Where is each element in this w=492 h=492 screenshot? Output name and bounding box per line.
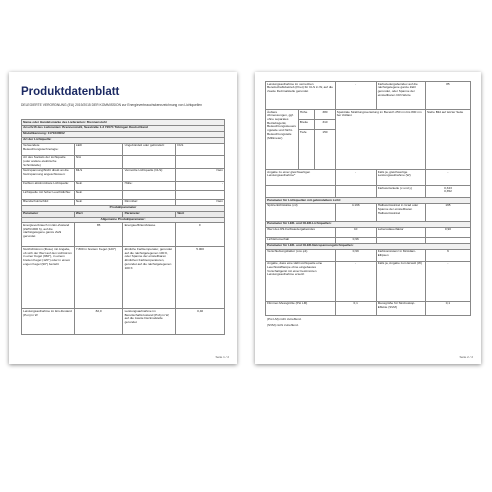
nondir-value: DLS: [176, 143, 225, 155]
outer-dimensions-label: Äußere Abmessungen, ggf. ohne separates Betriebsgerät, Beleuchtungssteuerungsteile und Nicht-Beleuchtungsteile (Millimeter): [266, 110, 299, 170]
claim2-value: -: [425, 261, 470, 301]
dimmable-label: Dimmbar:: [123, 199, 176, 205]
height-value: 380: [315, 110, 336, 120]
width-value: 310: [315, 120, 336, 130]
disp-label: Verschiebungsfaktor (cos φ1): [266, 249, 336, 261]
lifetime-label: Lebensdauerfaktor: [376, 227, 425, 237]
svm-label: Messgröße für Stroboskop-Effekte (SVM): [376, 301, 425, 315]
maint-label: Lichtstromerhalt: [266, 237, 336, 243]
power-label: Leistungsaufnahme im Ein-Zustand (Pon) in W: [22, 309, 75, 335]
footnote-svm: (SVM) nicht zutreffend.: [267, 323, 299, 327]
tech-label: Verwendete Beleuchtungstechnologie:: [22, 143, 75, 155]
footnote-pst: (Pst LM) nicht zutreffend.: [267, 317, 302, 321]
dls-params-heading: Parameter für Lichtquellen mit gebündeltem Licht:: [266, 198, 471, 204]
peak-value: 4.196: [335, 203, 376, 221]
class-value: F: [176, 223, 225, 247]
svm-value: 0,1: [425, 301, 470, 315]
pst-value: 0,1: [335, 301, 376, 315]
chroma-label: Farbwertanteile (x und y): [376, 186, 425, 198]
colour-label: Farbton abstimmbare Lichtquelle:: [22, 181, 75, 190]
maint-value: 0,96: [335, 237, 376, 243]
page-number: Seite 2 / 2: [459, 355, 473, 359]
cct-value: 5.000: [176, 247, 225, 309]
page-title: Produktdatenblatt: [21, 86, 120, 98]
param-header-2: Parameter: [123, 211, 176, 217]
equiv2-label: Falls ja, gleichwertige Leistungsaufnahme (W): [376, 170, 425, 186]
cri-label: Farbwiedergabeindex auf die nächstgelegene ganze Zahl gerundet, oder Spanne der einstellbaren CRI-Werte: [376, 82, 425, 110]
supplier-name: Name oder Handelsmarke des Lieferanten: Brennenstuhl: [22, 120, 225, 126]
standby-value: 0,40: [176, 309, 225, 335]
consist-value: 6: [425, 249, 470, 261]
energy-value: 85: [74, 223, 123, 247]
equiv2-value: -: [425, 170, 470, 186]
lifetime-value: 0,90: [425, 227, 470, 237]
depth-value: 150: [315, 130, 336, 170]
r9-label: Wert des R9-Farbwiedergabeindex: [266, 227, 336, 237]
datasheet-page-1: [9, 72, 237, 364]
cap-value: N/A: [74, 155, 123, 168]
equiv-label: Angabe zu einer gleichwertigen Leistungsaufnahme*: [266, 170, 336, 186]
light-source-type: Art der Lichtquelle:: [22, 137, 225, 143]
peak-label: Spitzenlichtstärke (cd): [266, 203, 336, 221]
mains-label: Netzspannung/Nicht direkt an die Netzspannung angeschlossen:: [22, 168, 75, 181]
colour-value: Nein: [74, 181, 123, 190]
value-header-2: Wert: [176, 211, 225, 217]
chroma-y: 0,352: [444, 189, 452, 194]
value-header: Wert: [74, 211, 123, 217]
beam-label: Halbwertswinkel in Grad oder Spanne der einstellbaren Halbwertswinkel: [376, 203, 425, 221]
datasheet-table-page-1: [21, 119, 225, 335]
page-number: Seite 1 / 2: [215, 355, 229, 359]
regulation-text: DELEGIERTE VERORDNUNG (EU) 2019/2015 DER KOMMISSION zur Energieverbrauchskennzeichnung von Lichtquellen: [21, 103, 202, 107]
beam-value: 165: [425, 203, 470, 221]
mains-value: MLS: [74, 168, 123, 181]
claim-label: Angabe, dass eine LED-Lichtquelle eine Leuchtstofflampe ohne eingebautes Vorschaltgerät mit einer bestimmten Leistungsaufnahme ersetzt: [266, 261, 336, 301]
supplier-address: Anschrift des Lieferanten: Brennenstuhl, Seestraße 1-3 72074 Tübingen Deutschland: [22, 125, 225, 131]
envelope-value: -: [176, 181, 225, 190]
r9-value: 10: [335, 227, 376, 237]
datasheet-page-2: [255, 72, 481, 364]
height-label: Höhe: [298, 110, 314, 120]
nondir-label: Ungebündelt oder gebündelt:: [123, 143, 176, 155]
cap-label: Art des Sockels der Lichtquelle (oder andere elektrische Schnittstelle): [22, 155, 75, 168]
networked-value: -: [335, 82, 376, 110]
claim2-label: Falls ja, Angabe zum Ersatz (W): [376, 261, 425, 301]
class-label: Energieeffizienzklasse: [123, 223, 176, 247]
energy-label: Energieverbrauch im Ein-Zustand (kWh/1000 h), auf die nächstgelegene ganze Zahl gerundet: [22, 223, 75, 247]
high-lum-value: Nein: [74, 190, 123, 199]
flux-value: 7.800 in breitem Kegel (120°): [74, 247, 123, 309]
spd-value: Siehe Bild auf letzter Seite: [425, 110, 470, 170]
disp-value: 0,99: [335, 249, 376, 261]
width-label: Breite: [298, 120, 314, 130]
pst-label: Flimmer-Messgröße (Pst LM): [266, 301, 336, 315]
chroma-x: 0,343: [444, 185, 452, 190]
general-params-heading: Allgemeine Produktparameter:: [22, 217, 225, 223]
equiv-value: -: [335, 170, 376, 186]
power-value: 82,0: [74, 309, 123, 335]
tech-value: LED: [74, 143, 123, 155]
glare-label: Blendschutzschild:: [22, 199, 75, 205]
envelope-label: Hülle:: [123, 181, 176, 190]
flicker-params-heading: Parameter für LED- und OLED-Netzspannungslichtquellen:: [266, 243, 471, 249]
datasheet-table-page-2: [265, 81, 471, 316]
param-header: Parameter: [22, 211, 75, 217]
networked-label: Leistungsaufnahme im vernetzten Bereitschaftsbetrieb (Pnet) für CLS in W, auf die zweite Dezimalstelle gerundet: [266, 82, 336, 110]
product-params-heading: Produktparameter: [22, 205, 225, 211]
spd-label: Spektrale Strahlungsverteilung im Bereich 250 nm bis 800 nm bei Volllast: [335, 110, 425, 170]
glare-value: Nein: [74, 199, 123, 205]
led-params-heading: Parameter für LED- und OLED-Lichtquellen:: [266, 221, 471, 227]
consist-label: Farbkonsistenz in McAdam-Ellipsen: [376, 249, 425, 261]
dimmable-value: Nein: [176, 199, 225, 205]
connected-value: Nein: [176, 168, 225, 181]
model-id: Modellkennung: 1171630002: [22, 131, 225, 137]
claim-value: -: [335, 261, 376, 301]
flux-label: Nutzlichtstrom (Φuse) mit Angabe, ob sich der Wert auf den Lichtstrom in einer Kugel (360°), in einem breiten Kegel (120°) oder in einem engen Kegel (90°) bezieht: [22, 247, 75, 309]
connected-label: Vernetzte Lichtquelle (CLS):: [123, 168, 176, 181]
high-lum-label: Lichtquelle mit hoher Leuchtdichte:: [22, 190, 75, 199]
depth-label: Tiefe: [298, 130, 314, 170]
cri-value: 85: [425, 82, 470, 110]
cct-label: ähnliche Farbtemperatur, gerundet auf die nächstgelegenen 100 K, oder Spanne der einstellbaren ähnlichen Farbtemperaturen, gerundet auf die nächstgelegenen 100 K: [123, 247, 176, 309]
standby-label: Leistungsaufnahme im Bereitschaftszustand (Psb) in W, auf die zweite Dezimalstelle gerundet: [123, 309, 176, 335]
